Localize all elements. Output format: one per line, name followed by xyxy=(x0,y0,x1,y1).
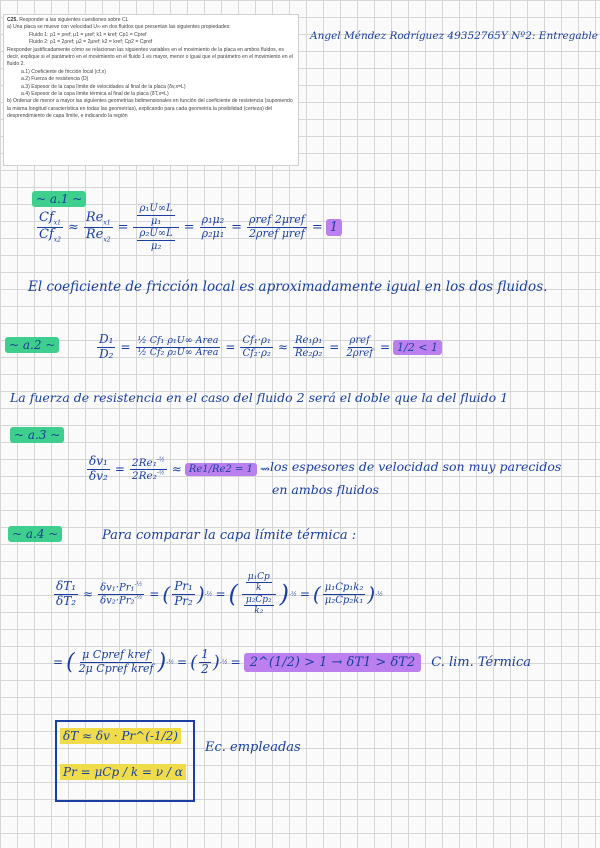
statement-fluid-2: Fluido 2: ρ1 = 2ρref; μ2 = 2μref; k2 = kref; Cp2 = Cpref xyxy=(29,39,153,46)
section-label-a2: ~ a.2 ~ xyxy=(5,337,59,353)
section-label-a4: ~ a.4 ~ xyxy=(8,526,62,542)
statement-paragraph: Responder justificadamente cómo se relacionan las siguientes variables en el movimiento de la placa en ambos fluidos, es decir, explique si el parámetro en el movimiento en el fluido 1 es mayor, menor o igual que el parámetro en el movimiento en el fluido 2. xyxy=(7,46,293,68)
section-label-a3: ~ a.3 ~ xyxy=(10,427,64,443)
equation-a2: $\frac{\text{D₁}}{\text{D₂}}$ = $\frac{\text{½ Cf₁ ρ₁U∞ Area}}{\text{½ Cf₂ ρ₂U∞ Area}}$ = $\frac{\text{Cf₁·ρ₁}}{\text{Cf₂·ρ₂}}$ ≈ $\frac{\text{Re₁ρ₁}}{\text{Re₂ρ₂}}$ = $\frac{\text{ρref}}{\text{2ρref}}$ = 1/2 < 1 xyxy=(95,333,442,362)
result-a1: 1 xyxy=(326,219,342,236)
statement-title: C25. xyxy=(7,17,18,23)
a4-intro: Para comparar la capa límite térmica : xyxy=(102,528,357,543)
statement-item-a3: a.3) Espesor de la capa límite de velocidades al final de la placa (δv,x=L) xyxy=(21,83,186,90)
box-equation-2: Pr = μCp / k = ν / α xyxy=(60,764,186,780)
box-eq1-wrap xyxy=(60,728,181,744)
problem-statement xyxy=(3,14,299,166)
section-label-a1: ~ a.1 ~ xyxy=(32,191,86,207)
equation-a1: $\frac{Cf_{x1}}{Cf_{x2}}$ ≈ $\frac{Re_{x1}}{Re_{x2}}$ = $\frac{\frac{\text{ρ₁U∞L}}{\text{μ₁}}}{\frac{\text{ρ₂U∞L}}{\text{μ₂}}}$ = $\frac{\text{ρ₁μ₂}}{\text{ρ₂μ₁}}$ = $\frac{\text{ρref 2μref}}{\text{2ρref μref}}$ = 1 xyxy=(35,203,342,252)
statement-part-b: b) Ordenar de menor a mayor las siguientes geometrías bidimensionales en función del coeficiente de resistencia (suponiendo la misma longitud característica en todas las geometrías), explicando para cada geometría la posibilidad (certeza) del desprendimiento de capa límite, e indicando la región xyxy=(7,98,293,120)
conclusion-a3-line1: los espesores de velocidad son muy parecidos xyxy=(270,459,562,474)
result-a3: Re1/Re2 = 1 xyxy=(185,463,257,476)
result-a2: 1/2 < 1 xyxy=(393,340,442,355)
a4-result-tail: C. lim. Térmica xyxy=(431,654,531,670)
author-header: Angel Méndez Rodríguez 49352765Y Nº2: Entregable xyxy=(310,30,598,42)
statement-item-a2: a.2) Fuerza de resistencia (D) xyxy=(21,76,89,83)
conclusion-a1: El coeficiente de fricción local es aproximadamente igual en los dos fluidos. xyxy=(28,279,548,295)
equation-a3: $\frac{\text{δv₁}}{\text{δv₂}}$ = $\frac{2Re_1^{-\frac{1}{2}}}{2Re_2^{-\frac{1}{2}}}$ ≈ Re1/Re2 = 1 ⇝ xyxy=(89,454,270,483)
box-equation-1: δT ≈ δv · Pr^(-1/2) xyxy=(60,728,181,744)
equation-a4-line1: $\frac{\text{δT₁}}{\text{δT₂}}$ ≈ $\frac{\delta v_1\cdot Pr_1^{-\frac{1}{2}}}{\delta v_2\cdot Pr_2^{-\frac{1}{2}}}$ = ( $\frac{\text{Pr₁}}{\text{Pr₂}}$ ) -½ = ( $\frac{\frac{\text{μ₁Cp}}{k}}{\frac{\text{μ₂Cp₂}}{\text{k₂}}}$ ) -½ = ( $\frac{\text{μ₁Cp₁k₂}}{\text{μ₂Cp₂k₁}}$ ) -½ xyxy=(56,572,384,617)
conclusion-a2: La fuerza de resistencia en el caso del fluido 2 será el doble que la del fluido 1 xyxy=(10,390,509,405)
result-a4: 2^(1/2) > 1 → δT1 > δT2 xyxy=(244,653,422,672)
equation-a4-line2: = ( $\frac{\text{μ Cpref kref}}{\text{2μ Cpref kref}}$ ) -½ = ( $\frac{1}{2}$ ) -½ = 2^(1/2) > 1 → δT1 > δT2 C. lim. Térmica xyxy=(53,647,531,676)
conclusion-a3-line2: en ambos fluidos xyxy=(272,482,379,497)
box-eq2-wrap xyxy=(60,764,186,780)
statement-item-a1: a.1) Coeficiente de fricción local (cf,x) xyxy=(21,68,106,75)
statement-item-a4: a.4) Espesor de la capa límite térmica al final de la placa (δT,x=L) xyxy=(21,91,169,98)
equations-caption: Ec. empleadas xyxy=(205,740,301,755)
statement-title-rest: Responder a las siguientes cuestiones sobre CL xyxy=(19,17,129,23)
statement-line-a: a) Una placa se mueve con velocidad U∞ en dos fluidos que presentan las siguientes propiedades: xyxy=(7,24,231,31)
statement-fluid-1: Fluido 1: ρ1 = ρref; μ1 = μref; k1 = kref; Cp1 = Cpref xyxy=(29,31,147,38)
